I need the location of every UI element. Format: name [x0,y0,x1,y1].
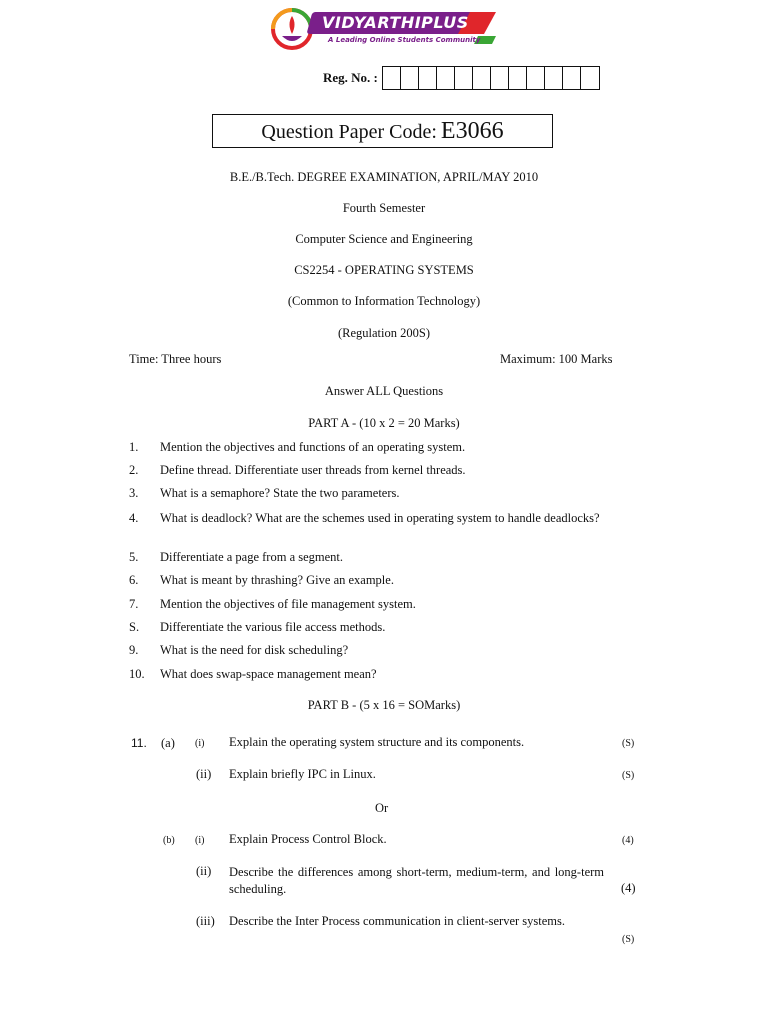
department-line: Computer Science and Engineering [295,232,473,246]
marks: (S) [622,770,635,781]
question-text: What is the need for disk scheduling? [160,643,349,657]
question-11-number: 11. [131,736,147,750]
part-b-i-text: Explain Process Control Block. [229,832,387,846]
question-text: What is meant by thrashing? Give an example. [160,573,394,587]
part-i-label: (i) [195,738,205,749]
course-line: CS2254 - OPERATING SYSTEMS [294,263,474,277]
max-marks-line: Maximum: 100 Marks [500,352,613,366]
degree-line: B.E./B.Tech. DEGREE EXAMINATION, APRIL/MAY 2010 [229,170,539,184]
vidyarthiplus-logo [270,6,500,52]
part-b-ii-text: Describe the differences among short-term, medium-term, and long-term scheduling. [229,865,604,896]
question-paper-code-box [212,114,553,148]
regulation-line: (Regulation 200S) [337,326,430,340]
marks: (S) [622,738,635,749]
question-number: S. [129,620,140,634]
semester-line: Fourth Semester [342,201,426,215]
question-text: Define thread. Differentiate user threads from kernel threads. [160,463,466,477]
marks: (4) [621,881,636,895]
question-number: 2. [129,463,139,477]
question-text: Mention the objectives of file management system. [160,597,416,611]
question-number: 10. [129,667,145,681]
part-b-iii-text: Describe the Inter Process communication in client-server systems. [229,914,566,928]
common-line: (Common to Information Technology) [287,294,481,308]
question-number: 9. [129,643,139,657]
question-text: Mention the objectives and functions of an operating system. [160,440,466,454]
question-number: 4. [129,511,139,525]
marks: (4) [622,835,634,846]
question-text: Differentiate a page from a segment. [160,550,344,564]
instruction-line: Answer ALL Questions [324,384,444,398]
part-a-ii-text: Explain briefly IPC in Linux. [229,767,376,781]
question-number: 1. [129,440,139,454]
reg-no-label: Reg. No. : [323,70,378,85]
question-text: What is deadlock? What are the schemes used in operating system to handle deadlocks? [160,511,600,525]
question-text: What does swap-space management mean? [160,667,377,681]
sub-question-b-label: (b) [163,835,175,846]
reg-no-boxes[interactable] [382,66,600,90]
part-i-label: (i) [195,835,205,846]
or-separator: Or [375,801,389,815]
logo-tagline: A Leading Online Students Community [328,36,481,44]
code-label: Question Paper Code: [261,121,437,143]
logo-text: VIDYARTHIPLUS [322,13,469,32]
question-number: 3. [129,486,139,500]
part-ii-label: (ii) [196,767,212,781]
part-b-title: PART B - (5 x 16 = SOMarks) [307,698,461,712]
marks: (S) [622,934,635,945]
part-ii-label: (ii) [196,864,212,878]
time-line: Time: Three hours [129,352,222,366]
question-text: Differentiate the various file access methods. [160,620,386,634]
part-a-title: PART A - (10 x 2 = 20 Marks) [308,416,460,430]
registration-number-field [323,66,600,90]
code-value: E3066 [440,118,504,144]
sub-question-a-label: (a) [161,736,175,750]
question-number: 5. [129,550,139,564]
question-number: 7. [129,597,139,611]
part-iii-label: (iii) [196,914,215,928]
question-text: What is a semaphore? State the two parameters. [160,486,400,500]
part-a-i-text: Explain the operating system structure and its components. [229,735,525,749]
question-number: 6. [129,573,139,587]
